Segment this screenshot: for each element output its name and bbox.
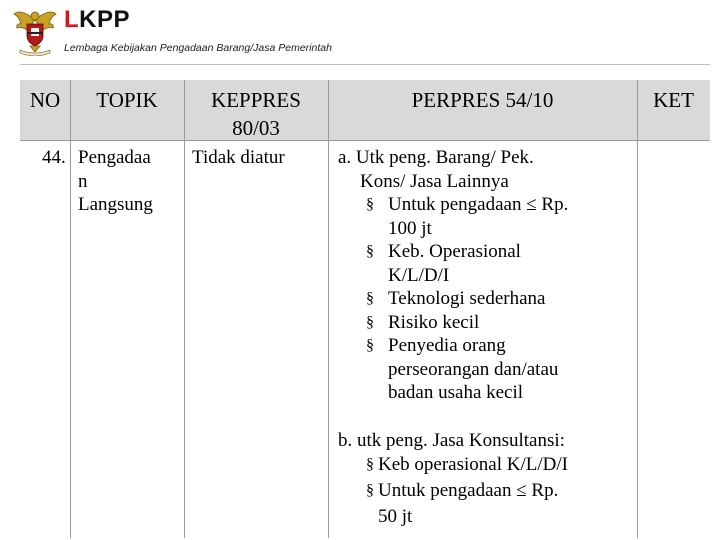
bullet-line: § Untuk pengadaan ≤ Rp. <box>388 194 569 215</box>
brand-rest: KPP <box>79 6 131 33</box>
bullet-line: 100 jt <box>388 217 432 239</box>
bullet-line: § Teknologi sederhana <box>388 288 546 309</box>
bullet-line: perseorangan dan/atau <box>388 358 559 380</box>
header-perpres: PERPRES 54/10 <box>411 88 554 112</box>
page-header <box>0 0 720 62</box>
row-topik-line1: Pengadaa <box>78 147 151 168</box>
perpres-a-line2: Kons/ Jasa Lainnya <box>360 170 509 192</box>
column-divider <box>184 80 185 538</box>
perpres-b-line1: b. utk peng. Jasa Konsultansi: <box>338 429 565 451</box>
bullet-item <box>366 452 634 478</box>
bullet-line: 50 jt <box>378 506 413 527</box>
bullet-line: badan usaha kecil <box>388 382 524 403</box>
bullet-line: § Risiko kecil <box>388 311 480 333</box>
header-topik: TOPIK <box>96 88 158 112</box>
bullet-line: § Penyedia orang <box>388 335 506 356</box>
header-divider <box>20 64 710 65</box>
bullet-line: § Untuk pengadaan ≤ Rp. <box>378 480 559 501</box>
header-keppres-line2: 80/03 <box>232 116 280 140</box>
bullet-line: K/L/D/I <box>388 264 450 286</box>
brand-tagline: Lembaga Kebijakan Pengadaan Barang/Jasa Pemerintah <box>64 42 332 54</box>
bullet-line: § Keb. Operasional <box>388 241 521 262</box>
bullet-item <box>366 311 634 335</box>
bullet-item <box>366 287 634 311</box>
bullet-line: § Keb operasional K/L/D/I <box>378 454 568 475</box>
row-topik <box>78 146 182 217</box>
perpres-a-line1: a. Utk peng. Barang/ Pek. <box>338 147 534 168</box>
brand-first-letter: L <box>64 6 80 33</box>
garuda-emblem-icon <box>12 6 58 56</box>
header-no: NO <box>29 88 61 112</box>
spacer <box>338 405 634 429</box>
row-keppres: Tidak diatur <box>192 147 285 168</box>
column-divider <box>328 80 329 538</box>
column-divider <box>70 80 71 538</box>
perpres-a-list <box>338 193 634 405</box>
bullet-item <box>366 478 634 530</box>
column-divider <box>637 80 638 538</box>
row-topik-line2: n <box>78 170 88 192</box>
comparison-table <box>20 80 710 538</box>
perpres-b-list <box>338 452 634 530</box>
row-perpres <box>338 146 634 530</box>
brand-name <box>64 6 130 34</box>
row-topik-line3: Langsung <box>78 194 153 215</box>
bullet-item <box>366 240 634 287</box>
row-divider <box>20 140 710 141</box>
header-ket: KET <box>653 88 694 112</box>
bullet-item <box>366 334 634 405</box>
header-keppres-line1: KEPPRES <box>211 88 301 112</box>
bullet-item <box>366 193 634 240</box>
row-no: 44. <box>42 147 66 168</box>
header-keppres <box>184 86 328 142</box>
